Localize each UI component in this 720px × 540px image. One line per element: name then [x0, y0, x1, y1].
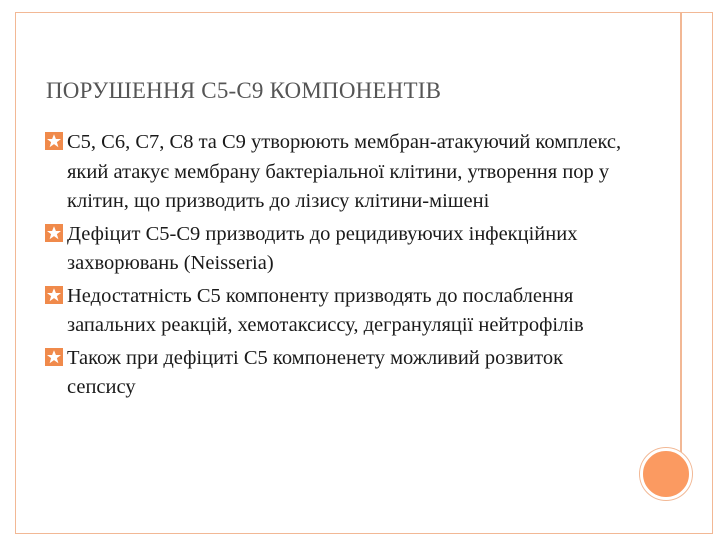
bullet-item — [44, 344, 624, 403]
decorative-vertical-line — [680, 12, 682, 457]
bullet-list — [44, 128, 624, 406]
bullet-text: Також при дефіциті С5 компоненету можливий розвиток сепсису — [67, 346, 564, 398]
star-bullet-icon — [44, 131, 64, 151]
star-bullet-icon — [44, 223, 64, 243]
bullet-text: Недостатність С5 компоненту призводять до послаблення запальних реакцій, хемотаксиссу, дегрануляції нейтрофілів — [67, 284, 584, 336]
decorative-orange-circle — [640, 448, 692, 500]
slide-title: ПОРУШЕННЯ С5-С9 КОМПОНЕНТІВ — [46, 78, 442, 103]
star-bullet-icon — [44, 347, 64, 367]
bullet-text: Дефіцит С5-С9 призводить до рецидивуючих інфекційних захворювань (Neisseria) — [67, 222, 578, 274]
star-bullet-icon — [44, 285, 64, 305]
bullet-item — [44, 220, 624, 279]
bullet-item — [44, 282, 624, 341]
bullet-text: С5, С6, С7, С8 та С9 утворюють мембран-атакуючий комплекс, який атакує мембрану бактеріальної клітини, утворення пор у клітин, що призводить до лізису клітини-мішені — [67, 131, 622, 212]
bullet-item — [44, 128, 624, 217]
